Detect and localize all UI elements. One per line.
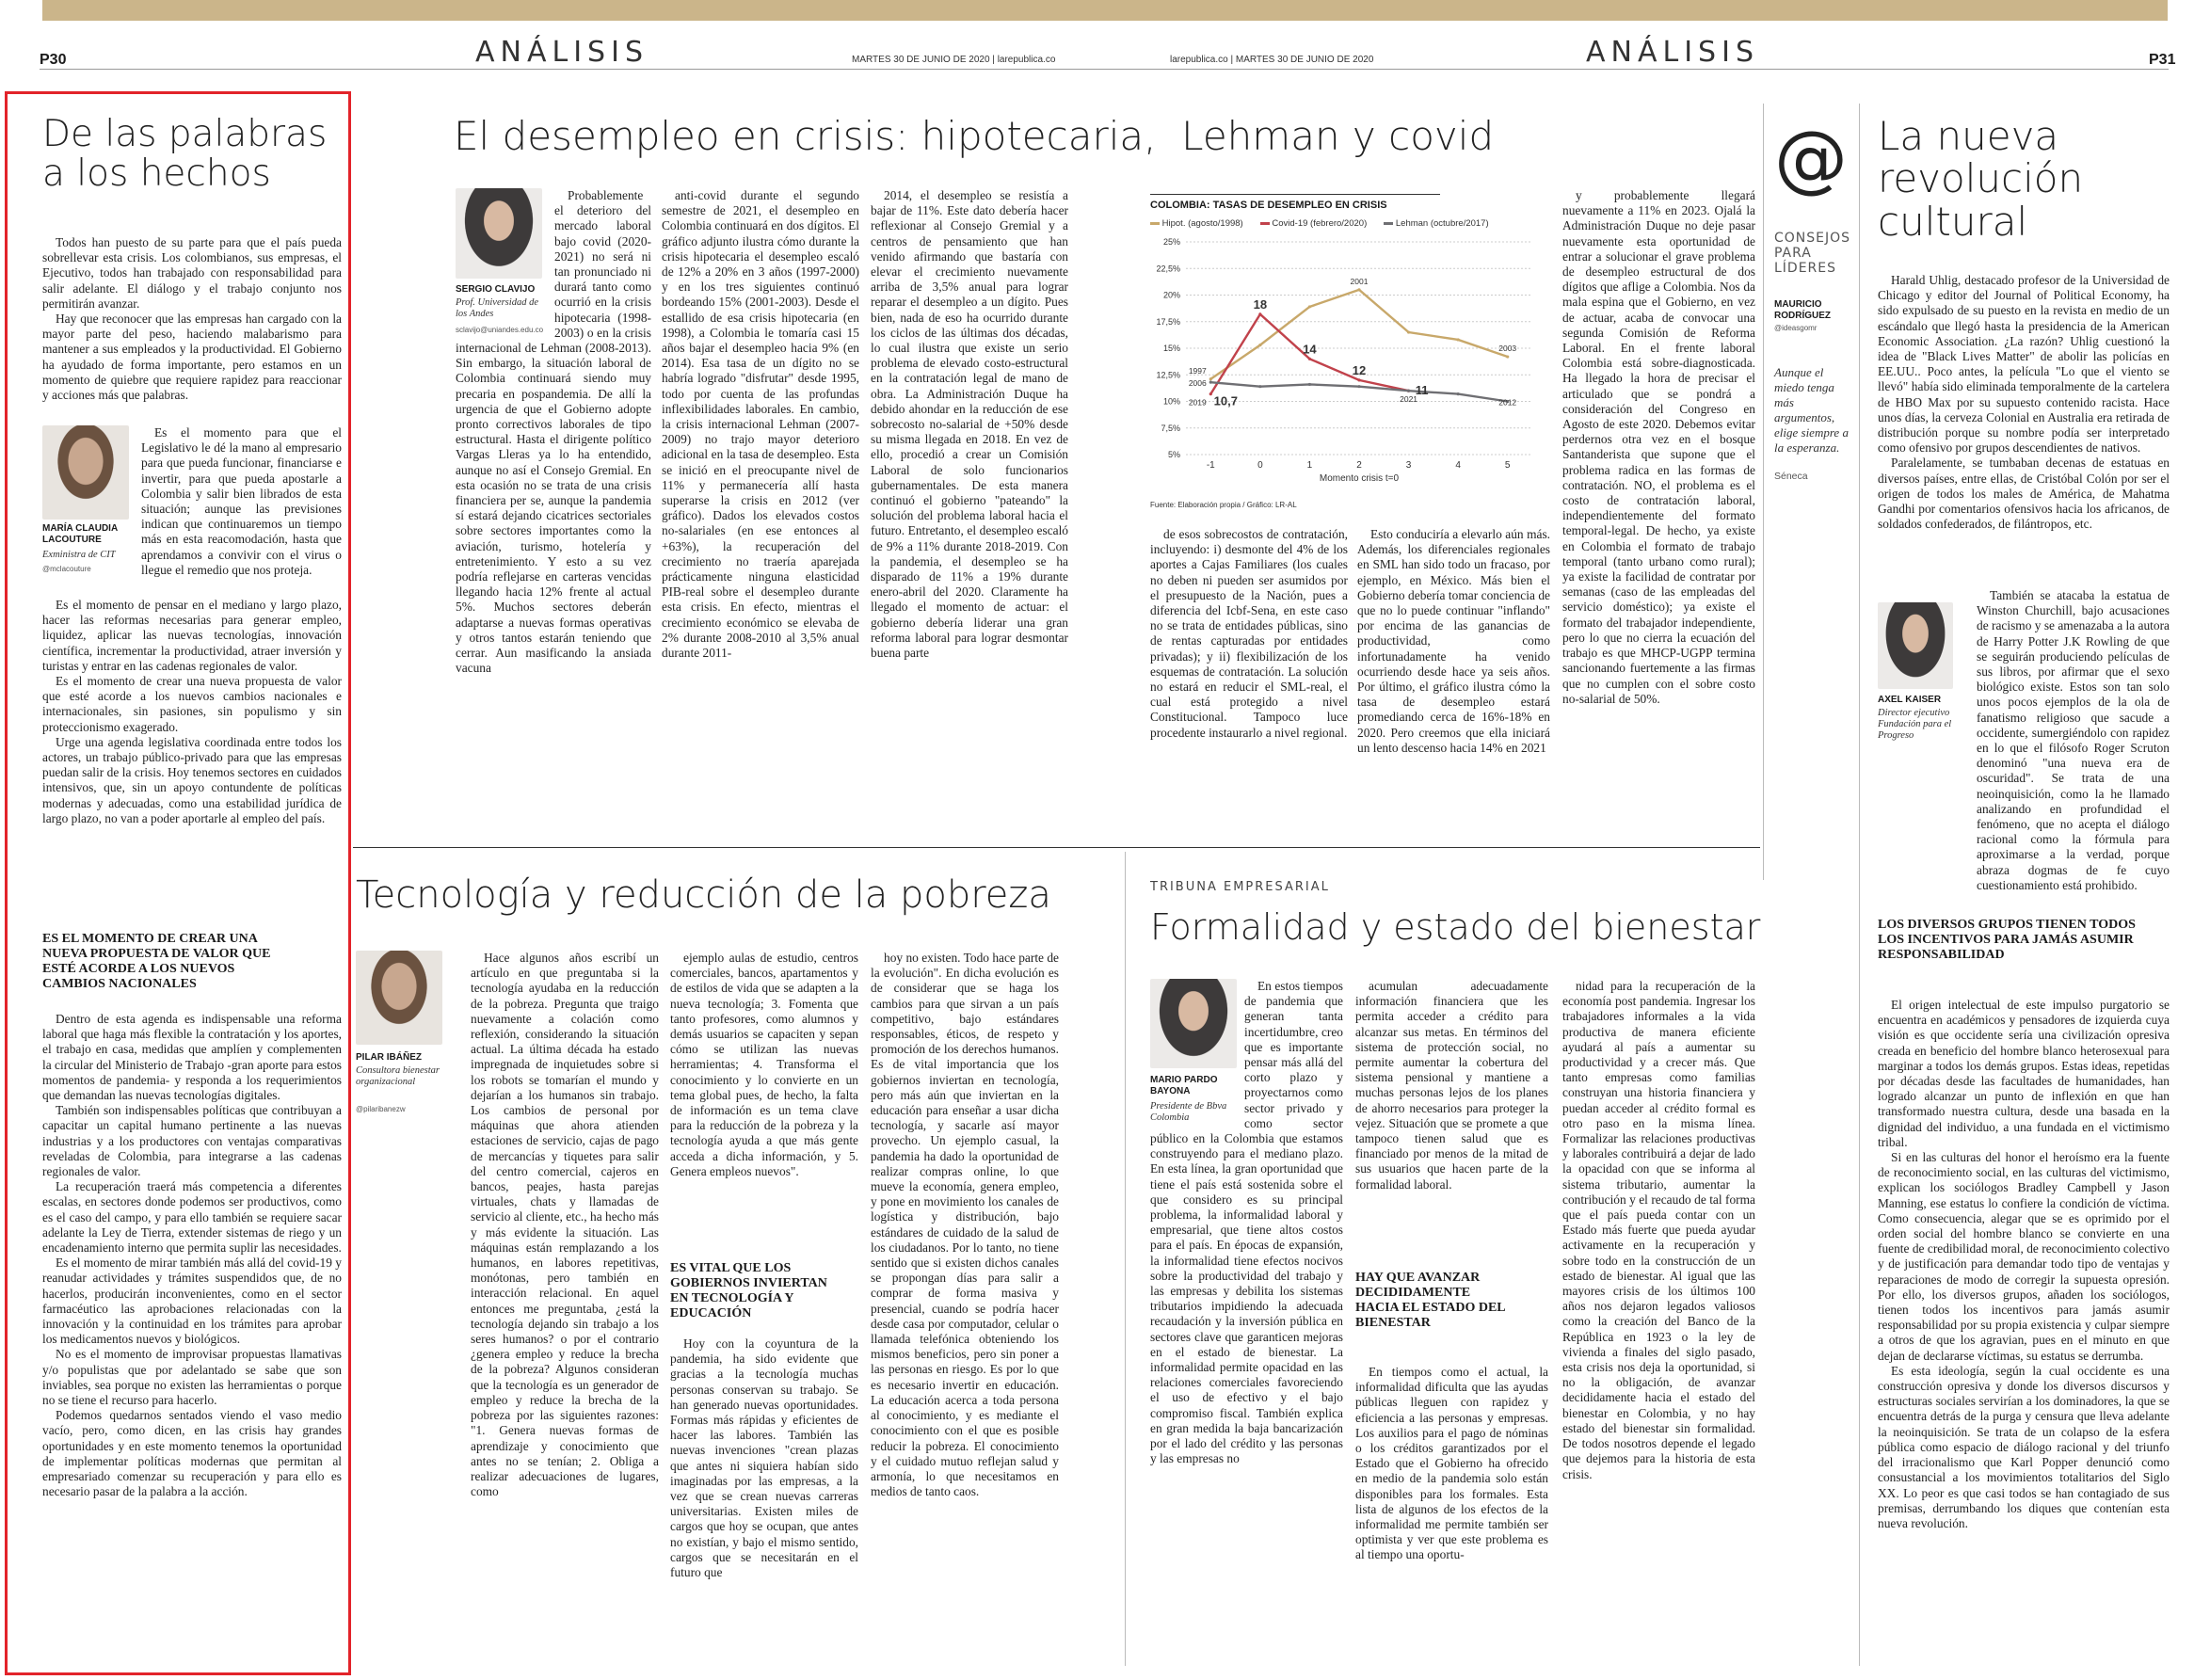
data-label: 12: [1352, 362, 1367, 377]
chart-legend: [1150, 218, 1545, 229]
paragraph: de esos sobrecostos de contratación, incluyendo: i) desmonte del 4% de los aportes a Cajas Familiares (los cuales no deben ni pueden ser asumidos por el presupuesto de la Nación, pues a diferencia del Icbf-Sena, en este caso no se trata de entidades públicas, sino de rentas capturadas por entidades privadas); y ii) flexibilización de los esquemas de contratación. La solución no estará en reducir el SML-real, el cual está protegido a nivel Constitucional. Tampoco luce procedente instaurarlo a nivel regional.: [1150, 527, 1348, 740]
feature-column-2: [662, 188, 859, 824]
data-label: 2003: [1498, 344, 1517, 354]
poverty-column-2: [670, 951, 858, 1252]
section-title-right: ANÁLISIS: [1586, 36, 1759, 69]
x-tick-label: 5: [1504, 460, 1511, 471]
formal-title: Formalidad y estado del bienestar: [1150, 906, 1761, 948]
author-name: PILAR IBÁÑEZ: [356, 1052, 422, 1063]
page-number-left: P30: [40, 52, 67, 68]
sidebar-handle: @ideasgomr: [1774, 324, 1818, 332]
article-subhead: ES EL MOMENTO DE CREAR UNA NUEVA PROPUESTA DE VALOR QUE ESTÉ ACORDE A LOS NUEVOS CAMBIOS NACIONALES: [42, 932, 271, 991]
legend-label: Lehman (octubre/2017): [1395, 218, 1489, 229]
author-role: Presidente de Bbva Colombia: [1150, 1101, 1227, 1123]
article-title: De las palabras a los hechos: [42, 113, 328, 196]
chart-title: COLOMBIA: TASAS DE DESEMPLEO EN CRISIS: [1150, 200, 1387, 211]
sidebar-quote: Aunque el miedo tenga más argumentos, elige siempre a la esperanza.: [1774, 365, 1849, 455]
legend-item: [1260, 218, 1368, 229]
author-role: Prof. Universidad de los Andes: [456, 297, 538, 319]
y-tick-label: 20%: [1162, 290, 1180, 300]
section-title-left: ANÁLISIS: [475, 36, 649, 69]
legend-swatch: [1384, 222, 1393, 225]
poverty-column-3: [871, 951, 1059, 1671]
poverty-column-2b: [670, 1336, 858, 1671]
y-tick-label: 17,5%: [1156, 316, 1180, 327]
author-photo: [1878, 602, 1953, 689]
data-label: 2012: [1498, 397, 1517, 408]
y-tick-label: 15%: [1162, 344, 1180, 353]
article-body-top: [42, 235, 342, 424]
formal-column-1: [1150, 979, 1343, 1671]
paragraph: nidad para la recuperación de la economía post pandemia. Ingresar los trabajadores informales a la vida productiva de manera eficiente ayudará al país a aumentar su productividad y a crecer más. Que tanto empresas como familias construyan una historia financiera y puedan acceder al crédito formal es otro paso en la misma línea. Formalizar las relaciones productivas y laborales contribuirá a dejar de lado la opacidad con que se informa al sistema tributario, aumentar la contribución y el recaudo de tal forma que el país pueda contar con un Estado más fuerte que pueda ayudar activamente en la recuperación y sobre todo en la construcción de un estado de bienestar. Al igual que las mayores crisis de los últimos 100 años nos dejaron legados valiosos como la creación del Banco de la República en 1923 o la ley de vivienda a finales del siglo pasado, esta crisis nos deja la oportunidad, si no la obligación, de avanzar decididamente hacia el estado del bienestar en Colombia, y no hay estado del bienestar sin formalidad. De todos nosotros depende el legado que dejemos para la historia de esta crisis.: [1562, 979, 1755, 1481]
author-handle: @mclacouture: [42, 565, 91, 573]
author-handle: @pilaribanezw: [356, 1105, 406, 1113]
sidebar-author: MAURICIO RODRÍGUEZ: [1774, 299, 1831, 321]
legend-swatch: [1260, 222, 1270, 225]
right-subhead: LOS DIVERSOS GRUPOS TIENEN TODOS LOS INCENTIVOS PARA JAMÁS ASUMIR RESPONSABILIDAD: [1878, 918, 2136, 962]
feature-column-6: [1562, 188, 1755, 824]
paragraph: Dentro de esta agenda es indispensable una reforma laboral que haga más flexible la contratación y los aportes, el trabajo en casa, medidas que amplíen y complementen la circular del Ministerio de Trabajo -gran aporte para estos momentos de pandemia- y responda a los requerimientos que demandan las nuevas tecnologías digitales.: [42, 1012, 342, 1103]
data-label: 18: [1253, 296, 1268, 312]
paragraph: En tiempos como el actual, la informalidad dificulta que las ayudas públicas lleguen con rapidez y eficiencia a las personas y empresas. Los auxilios para el pago de nóminas o los créditos garantizados por el Estado que el Gobierno ha ofrecido en medio de la pandemia solo están disponibles para los formales. Esta lista de algunos de los efectos de la informalidad me permite también ser optimista y ver que este problema es al tiempo una oportu-: [1355, 1365, 1548, 1562]
paragraph: Urge una agenda legislativa coordinada entre todos los actores, un trabajo público-privado para que las empresas puedan salir de la crisis. Hoy tenemos sectores en cuidados intensivos, que, sin un apoyo contundente de políticas modernas y adecuadas, como una estabilidad jurídica de largo plazo, no van a poder aportarle al empleo del país.: [42, 734, 342, 825]
paragraph: Es el momento de mirar también más allá del covid-19 y reanudar actividades y trámites suspendidos que, de no hacerlos, producirán inconvenientes, como en el sector farmacéutico las aprobaciones relacionadas con la innovación y la continuidad en los trámites para aprobar los medicamentos nuevos y biológicos.: [42, 1256, 342, 1347]
author-name: AXEL KAISER: [1878, 695, 1942, 705]
sidebar-label: CONSEJOS PARA LÍDERES: [1774, 231, 1851, 276]
paragraph: El origen intelectual de este impulso purgatorio se encuentra en académicos y pensadores de izquierda cuya visión es que occidente sería una civilización opresiva creada en beneficio del hombre blanco heterosexual para marginar a todos los demás grupos. Estas ideas, repetidas por décadas desde las facultades de humanidades, han logrado alcanzar un punto de inflexión en que han transformado nuestra cultura, desde una basada en la dignidad del individuo, a una fundada en el victimismo tribal.: [1878, 998, 2170, 1149]
paragraph: Si en las culturas del honor el heroísmo era la fuente de reconocimiento social, en las culturas del victimismo, explican los sociólogos Bradley Campbell y Jason Manning, ese estatus lo confiere la condición de víctima. Como consecuencia, alegar que se es oprimido por el orden social del hombre blanco se convierte en una fuente de credibilidad moral, de reconocimiento colectivo y de justificación para demandar todo tipo de ventajas y reparaciones de modo de corregir la supuesta opresión. Por ello, los diversos grupos, añaden los sociólogos, tienen todos los incentivos para jamás asumir responsabilidad por su propia existencia y culpar siempre a otros de que los agravian, pues en el minuto en que dejan de declararse víctimas, su estatus se derrumba.: [1878, 1150, 2170, 1363]
feature-column-1: [456, 188, 651, 824]
legend-label: Covid-19 (febrero/2020): [1272, 218, 1368, 229]
y-tick-label: 7,5%: [1161, 423, 1180, 433]
formal-kicker: TRIBUNA EMPRESARIAL: [1150, 880, 1330, 894]
y-tick-label: 12,5%: [1156, 370, 1180, 380]
header-rule: [40, 69, 2169, 70]
x-tick-label: 0: [1257, 460, 1263, 471]
data-point: [1357, 385, 1360, 388]
y-tick-label: 10%: [1162, 396, 1180, 407]
paragraph: Harald Uhlig, destacado profesor de la Universidad de Chicago y editor del Journal of Political Economy, ha sido expulsado de su puesto en la revista en medio de un escándalo que llegó hasta la presidencia de la American Economic Association. ¿La razón? Uhlig cuestionó la idea de "Black Lives Matter" de abolir las policías en EE.UU.. Poco antes, la película "Lo que el viento se llevó" había sido eliminada temporalmente de la cartelera de HBO Max por su supuesto contenido racista. Hace unos días, la cerveza Colonial en Australia era retirada de distribución porque su nombre podía ser interpretado como ofensivo por grupos descendientes de nativos.: [1878, 273, 2170, 456]
legend-item: [1384, 218, 1488, 229]
data-point: [1357, 288, 1360, 291]
data-point: [1457, 392, 1460, 395]
divider-sidebar-right: [1859, 104, 1860, 1666]
data-label: 2021: [1400, 394, 1418, 405]
chart-rule: [1150, 194, 1440, 195]
paragraph: Es el momento de crear una nueva propuesta de valor que esté acorde a los nuevos cambios nacionales e internacionales, sin pasiones, sin populismo y sin proteccionismo exagerado.: [42, 674, 342, 734]
paragraph: Paralelamente, se tumbaban decenas de estatuas en diversos países, entre ellas, de Cristóbal Colón por ser el origen de todos los males de América, de Mahatma Gandhi por comentarios ofensivos hacia los africanos, de soldados confederados, de filántropos, etc.: [1878, 456, 2170, 532]
author-role: Exministra de CIT: [42, 550, 116, 560]
paragraph: También se atacaba la estatua de Winston Churchill, bajo acusaciones de racismo y se amenazaba a la autora de Harry Potter J.K Rowling de que se seguirán produciendo películas de sus libros, por afirmar que el sexo biológico existe. Estos son tan solo unos pocos ejemplos de la ola de fanatismo religioso que sacude a occidente, sumergiéndolo con rapidez en lo que el filósofo Roger Scruton denominó "una nueva era de oscuridad". Se trata de una neoinquisición, como la he llamado analizando en profundidad el fenómeno, que no acepta el diálogo racional como la fórmula para aproximarse a la verdad, porque abraza dogmas de fe cuyo cuestionamiento está prohibido.: [1977, 588, 2170, 892]
x-tick-label: 3: [1405, 460, 1412, 471]
author-mail: sclavijo@uniandes.edu.co: [456, 326, 544, 334]
photo-wrap-space: [1150, 979, 1244, 1125]
feature-column-5: [1357, 527, 1550, 824]
article-body-wrap: [141, 425, 342, 595]
article-body-mid: [42, 598, 342, 918]
data-label: 1997: [1188, 365, 1207, 376]
paragraph: Esto conduciría a elevarlo aún más. Además, los diferenciales regionales en SML han sido todo un fracaso, por ejemplo, en México. Más bien el Gobierno debería tomar conciencia de que no lo puede continuar "inflando" por encima de las ganancias de productividad, como infortunadamente ha venido ocurriendo desde hace ya seis años. Por último, el gráfico ilustra cómo la tasa de desempleo estará promediando cerca de 16%-18% en 2020. Pero creemos que ella iniciará un lento descenso hacia 14% en 2021: [1357, 527, 1550, 755]
unemployment-chart: [1146, 231, 1542, 494]
folio-right: larepublica.co | MARTES 30 DE JUNIO DE 2020: [1170, 55, 1374, 65]
data-point: [1457, 338, 1460, 341]
legend-swatch: [1150, 222, 1160, 225]
data-point: [1209, 392, 1212, 395]
divider-bottom-middle: [1125, 852, 1126, 1666]
sidebar-quote-author: Séneca: [1774, 471, 1808, 482]
top-bar: [42, 0, 2168, 21]
paragraph: Todos han puesto de su parte para que el país pueda sobrellevar esta crisis. Los colombianos, sus empresas, el Ejecutivo, todos han trabajado con responsabilidad para salir adelante. El diálogo y el trabajo conjunto nos permitirán avanzar.: [42, 235, 342, 311]
author-role: Director ejecutivo Fundación para el Progreso: [1878, 708, 1952, 741]
formal-column-2b: [1355, 1365, 1548, 1671]
y-tick-label: 5%: [1167, 450, 1180, 459]
data-point: [1407, 330, 1410, 333]
data-label: 2019: [1188, 397, 1207, 408]
chart-source: Fuente: Elaboración propia / Gráfico: LR-AL: [1150, 501, 1297, 509]
page-number-right: P31: [2149, 52, 2176, 68]
feature-column-3: [871, 188, 1068, 824]
data-point: [1506, 355, 1509, 358]
paragraph: Es el momento de pensar en el mediano y largo plazo, hacer las reformas necesarias para generar empleo, liquidez, aplicar las nuevas tecnologías, innovación científica, incrementar la productividad, atraer inversión y turistas y entrar en las cadenas regionales de valor.: [42, 598, 342, 673]
paragraph: La recuperación traerá más competencia a diferentes escalas, en sectores donde podemos ser productivos, como es el caso del campo, y para ello también se requiere sacar adelante la Ley de Tierra, extender sistemas de riego y un encadenamiento interno que permita suplir las necesidades.: [42, 1179, 342, 1256]
data-label: 2001: [1350, 276, 1369, 286]
data-point: [1258, 385, 1261, 388]
author-name: MARIO PARDO BAYONA: [1150, 1075, 1218, 1096]
author-role: Consultora bienestar organizacional: [356, 1065, 440, 1087]
paragraph: También son indispensables políticas que contribuyan a capacitar un capital humano pertinente a las nuevas industrias y a los productores con ventajas comparativas reveladas de Colombia, para integrarse a las cadenas regionales de valor.: [42, 1103, 342, 1179]
paragraph: Podemos quedarnos sentados viendo el vaso medio vacío, pero, como dicen, en las crisis hay grandes oportunidades y en este momento tenemos la oportunidad de implementar políticas modernas que permitan al empresariado comenzar su recuperación y para ello es necesario pasar de la palabra a la acción.: [42, 1408, 342, 1499]
divider-horizontal: [353, 847, 1760, 848]
paragraph: ejemplo aulas de estudio, centros comerciales, bancos, apartamentos y de estilos de vida que se adapten a la nueva tecnología; 3. Fomenta que tanto profesores, como alumnos y demás usuarios se capaciten y sepan cómo se utilizan las nuevas herramientas; 4. Transforma el conocimiento y lo convierte en un tema global pues, de hecho, la falta de información es un tema clave para la reducción de la pobreza y la tecnología ayuda a que más gente acceda a dicha información, y 5. Genera empleos nuevos".: [670, 951, 858, 1178]
author-photo: [356, 951, 442, 1045]
y-tick-label: 22,5%: [1156, 264, 1180, 274]
paragraph: En estos tiempos de pandemia que generan tanta incertidumbre, creo que es importante pensar más allá del corto plazo y proyectarnos como sector privado y como sector público en la Colombia que estamos construyendo para el mediano plazo. En esta línea, la gran oportunidad que tiene el país está sostenida sobre el que considero es su principal problema, la informalidad laboral y empresarial, que tiene altos costos para el país. En épocas de expansión, la informalidad tiene efectos nocivos sobre la productividad del trabajo y las empresas y debilita los sistemas tributarios impidiendo la adecuada recaudación y la inversión pública en sectores clave que garanticen mejoras en el estado de bienestar. La informalidad permite opacidad en las relaciones comerciales favoreciendo el uso de efectivo y el bajo compromiso fiscal. También explica en gran medida la baja bancarización por el lado del crédito y las personas y las empresas no: [1150, 979, 1343, 1466]
paragraph: acumulan adecuadamente información financiera que les permita acceder a crédito para alcanzar sus metas. En términos del sistema de protección social, no permite aumentar la cobertura del sistema pensional y mantiene a muchas personas lejos de los planes de ahorro necesarios para proteger la vejez. Situación que se promete a que tampoco tienen salud que es financiado por menos de la mitad de sus usuarios que hacen parte de la formalidad laboral.: [1355, 979, 1548, 1192]
article-body-bottom: [42, 1012, 342, 1661]
data-label: 2006: [1188, 378, 1207, 389]
folio-left: MARTES 30 DE JUNIO DE 2020 | larepublica.co: [852, 55, 1056, 65]
paragraph: Hace algunos años escribí un artículo en que preguntaba si la tecnología ayudaba en la reducción de la pobreza. Pregunta que traigo nuevamente a colación como reflexión, considerando la situación actual. La última década ha estado impregnada de inquietudes sobre si los robots se tomarían el mundo y dejarían a los humanos sin trabajo. Los cambios de personal por máquinas que ahora atienden estaciones de servicio, cajas de pago de mercancías y tiquetes para salir del centro comercial, cajeros en bancos, peajes, hasta parejas virtuales, chats y llamadas de servicio al cliente, etc., ha hecho más y más evidente la situación. Las máquinas están remplazando a los humanos, en labores repetitivas, monótonas, pero también en interacción relacional. En aquel entonces me preguntaba, ¿está la tecnología dejando sin trabajo a los seres humanos? o por el contrario ¿genera empleo y reduce la brecha de la pobreza? Algunos consideran que la tecnología es un generador de empleo y reduce la brecha de la pobreza por las siguientes razones: "1. Genera nuevas formas de aprendizaje y conocimiento que antes no se tenían; 2. Obliga a realizar adecuaciones de lugares, como: [471, 951, 659, 1499]
data-point: [1258, 344, 1261, 346]
legend-item: [1150, 218, 1243, 229]
paragraph: 2014, el desempleo se resistía a bajar de 11%. Este dato debería hacer reflexionar al Consejo Gremial y a centros de pensamiento que han venido afirmando que bastaría con elevar el crecimiento nuevamente arriba de 3,5% anual para lograr reparar el desempleo a un dígito. Pues bien, nada de eso ha ocurrido durante los ciclos de las últimas dos décadas, lo cual ilustra que existe un serio problema de elevado costo-estructural en la contratación legal de mano de obra. La Administración Duque ha debido ahondar en la reducción de ese sobrecosto no-salarial de +50% desde su misma llegada en 2018. En vez de ello, procedió a crear un Comisión Laboral de solo funcionarios gubernamentales. De esta manera continuó el gobierno "pateando" la solución del problema laboral hacia el futuro. Entretanto, el desempleo escaló de 9% a 11% durante 2018-2019. Con la pandemia, el desempleo se ha disparado de 11% a 19% durante enero-abril del 2020. Claramente ha llegado el momento de actuar: el gobierno debería liderar una gran reforma laboral para lograr desmontar buena parte: [871, 188, 1068, 661]
paragraph: anti-covid durante el segundo semestre de 2021, el desempleo en Colombia continuará en dos dígitos. El gráfico adjunto ilustra cómo durante la crisis hipotecaria el desempleo escaló de 12% a 20% en 3 años (1997-2000) y en los tres siguientes continuó bordeando 15% (2001-2003). Desde el estallido de esa crisis hipotecaria (en 1998), a Colombia le tomaría casi 15 años bajar el desempleo hacia 9% (en 2014). Esa tasa de un dígito no se habría logrado "disfrutar" desde 1995, todo por cuenta de las profundas inflexibilidades laborales. En cambio, la crisis internacional Lehman (2007-2009) no trajo mayor deterioro adicional en la tasa de desempleo. Esta se inició en el preocupante nivel de 11% y permanecería allí hasta superarse la crisis en 2012 (ver gráfico). Dados los elevados costos no-salariales (en ese entonces al +63%), la recuperación del crecimiento no traería aparejada prácticamente ninguna elasticidad PIB-real sobre el desempleo durante esta crisis. En efecto, mientras el crecimiento económico se elevaba de 2% durante 2008-2010 al 3,5% anual durante 2011-: [662, 188, 859, 661]
poverty-title: Tecnología y reducción de la pobreza: [356, 873, 1051, 917]
feature-column-4: [1150, 527, 1348, 824]
formal-column-2: [1355, 979, 1548, 1261]
paragraph: Es esta ideología, según la cual occidente es una construcción opresiva y donde los diversos discursos y estructuras sociales servirían a los dominadores, la que se encuentra detrás de la purga y censura que lleva adelante la neoinquisición. Se trata de un colapso de la esfera pública como espacio de diálogo racional y del triunfo del irracionalismo que Karl Popper denunció como consustancial a los movimientos totalitarios del Siglo XX. Lo peor es que casi todos se han contagiado de sus premisas, derrumbando los diques que contenían esta nueva revolución.: [1878, 1363, 2170, 1530]
x-axis-label: Momento crisis t=0: [1319, 473, 1400, 484]
data-point: [1308, 383, 1311, 386]
paragraph: Hoy con la coyuntura de la pandemia, ha sido evidente que gracias a la tecnología muchas personas conservan su trabajo. Se han generado nuevas oportunidades. Formas más rápidas y eficientes de hacer las labores. También las nuevas invenciones "crean plazas que antes ni siquiera habían sido imaginadas por las empresas, a la vez que se crean nuevas carreras universitarias. Existen miles de cargos que hoy se ocupan, que antes no existían, y bajo el mismo sentido, cargos que se necesitarán en el futuro que: [670, 1336, 858, 1580]
x-tick-label: 4: [1455, 460, 1461, 471]
paragraph: Hay que reconocer que las empresas han cargado con la mayor parte del peso, haciendo malabarismo para mantener a sus empleados y la productividad. El Gobierno ha ayudado de forma importante, pero estamos en un momento de quiebre que requiere rapidez para reaccionar y acciones más que palabras.: [42, 312, 342, 403]
right-body-bottom: [1878, 998, 2170, 1666]
legend-label: Hipot. (agosto/1998): [1161, 218, 1243, 229]
photo-wrap-space: [456, 188, 554, 339]
data-label: 11: [1415, 383, 1429, 398]
data-point: [1308, 358, 1311, 360]
poverty-subhead: ES VITAL QUE LOS GOBIERNOS INVIERTAN EN TECNOLOGÍA Y EDUCACIÓN: [670, 1261, 827, 1320]
paragraph: Probablemente el deterioro del mercado laboral bajo covid (2020-2021) no será ni tan pronunciado ni durará tanto como ocurrió en la crisis hipotecaria (1998-2003) o en la crisis internacional de Lehman (2008-2013). Sin embargo, la situación laboral de Colombia continuará siendo muy precaria en pospandemia. De allí la urgencia de que el Gobierno adopte pronto correctivos laborales de tipo estructural. Hasta el dirigente político Vargas Lleras ya lo ha entendido, aunque no así el Consejo Gremial. En esta ocasión no se trata de una crisis financiera per se, aunque la pandemia sí estará dejando cicatrices sectoriales sobre sectores importantes como la aviación, turismo, hotelería y entretenimiento. Y esto a su vez podría reflejarse en carteras vencidas llegando hacia 12% frente al actual 5%. Muchos sectores deberán adaptarse a nuevas formas operativas y otros tantos estarán teniendo que cerrar. Aun masificando la ansiada vacuna: [456, 188, 651, 676]
author-name: MARÍA CLAUDIA LACOUTURE: [42, 523, 118, 545]
poverty-column-1: [471, 951, 659, 1671]
formal-column-3: [1562, 979, 1755, 1671]
x-tick-label: 2: [1356, 460, 1362, 471]
paragraph: y probablemente llegará nuevamente a 11% en 2023. Ojalá la Administración Duque no deje pasar nuevamente esta oportunidad de entrar a solucionar el grave problema de desempleo estructural de dos dígitos que aflige a Colombia. Nos da mala espina que el Gobierno, en vez de actuar, acaba de convocar una segunda Comisión de Reforma Laboral. En el frente laboral Colombia está sobre-diagnosticada. Ha llegado la hora de precisar el articulado que se pondrá a consideración del Congreso en Agosto de este 2020. Debemos evitar perdernos otra vez en el bosque Santanderista que supone que el problema radica en las formas de contratación. NO, el problema es el costo de contratación laboral, independientemente del formato temporal-legal. De hecho, ya existe en Colombia el formato de trabajo temporal (tanto urbano como rural); ya existe la facilidad de contratar por semanas (caso de las empleadas del servicio doméstico); ya existe el formato del trabajador independiente, pero lo que no cierra la ecuación del trabajo es que MHCP-UGPP termina sancionando fuertemente a las firmas que no cumplen con el sobre costo no-salarial de 50%.: [1562, 188, 1755, 706]
article-title-right: La nueva revolución cultural: [1878, 113, 2084, 245]
data-point: [1357, 378, 1360, 381]
paragraph: Es el momento para que el Legislativo le dé la mano al empresario para que pueda funcionar, financiarse e invertir, para que pueda apostarle a Colombia y salir bien librados de esta situación; aunque las previsiones indican que continuaremos un tiempo más en esta reacomodación, hasta que aprendamos a convivir con el virus o llegue el remedio que nos proteja.: [141, 425, 342, 577]
data-point: [1308, 305, 1311, 308]
formal-subhead: HAY QUE AVANZAR DECIDIDAMENTE HACIA EL ESTADO DEL BIENESTAR: [1355, 1271, 1505, 1330]
at-icon: @: [1774, 117, 1848, 201]
x-tick-label: -1: [1206, 460, 1215, 471]
data-point: [1258, 312, 1261, 315]
author-name: SERGIO CLAVIJO: [456, 284, 536, 295]
y-tick-label: 25%: [1162, 237, 1180, 247]
feature-title: El desempleo en crisis: hipotecaria, Lehman y covid: [454, 113, 1495, 159]
author-photo: [42, 425, 129, 520]
data-label: 10,7: [1213, 393, 1238, 408]
data-point: [1407, 390, 1410, 392]
data-label: 14: [1303, 342, 1317, 357]
divider-sidebar-left: [1763, 104, 1764, 880]
data-point: [1209, 377, 1212, 380]
right-body-wrap: [1977, 588, 2170, 908]
paragraph: No es el momento de improvisar propuestas llamativas y/o populistas que por adelantado se sabe que son inviables, sea porque no existen las herramientas o porque no se tiene el recurso para hacerlo.: [42, 1347, 342, 1408]
data-point: [1209, 381, 1212, 384]
right-body-top: [1878, 273, 2170, 584]
paragraph: hoy no existen. Todo hace parte de la evolución". En dicha evolución es de considerar que se haga los cambios para que sirvan a un país competitivo, bajo estándares responsables, éticos, de respeto y promoción de los derechos humanos. Es de vital importancia que los gobiernos inviertan en tecnología, pero más aún que inviertan en la educación para enseñar a usar dicha tecnología, y sacarle así mayor provecho. Un ejemplo casual, la pandemia ha dado la oportunidad de realizar compras online, lo que mueve la economía, genera empleo, y pone en movimiento los canales de logística y distribución, bajo estándares de cuidado de la salud de los ciudadanos. Por lo tanto, no tiene sentido que si existen dichos canales se propongan días para salir a comprar de forma masiva y presencial, cuando se podría hacer desde casa por computador, celular o llamada telefónica obteniendo los mismos beneficios, pero sin poner a las personas en riesgo. Es por lo que es necesario invertir en educación. La educación acerca a toda persona al conocimiento, y es mediante el conocimiento con el que es posible reducir la pobreza. El conocimiento y el cuidado mutuo reflejan salud y armonía, lo que necesitamos en medios de tanto caos.: [871, 951, 1059, 1499]
x-tick-label: 1: [1306, 460, 1313, 471]
